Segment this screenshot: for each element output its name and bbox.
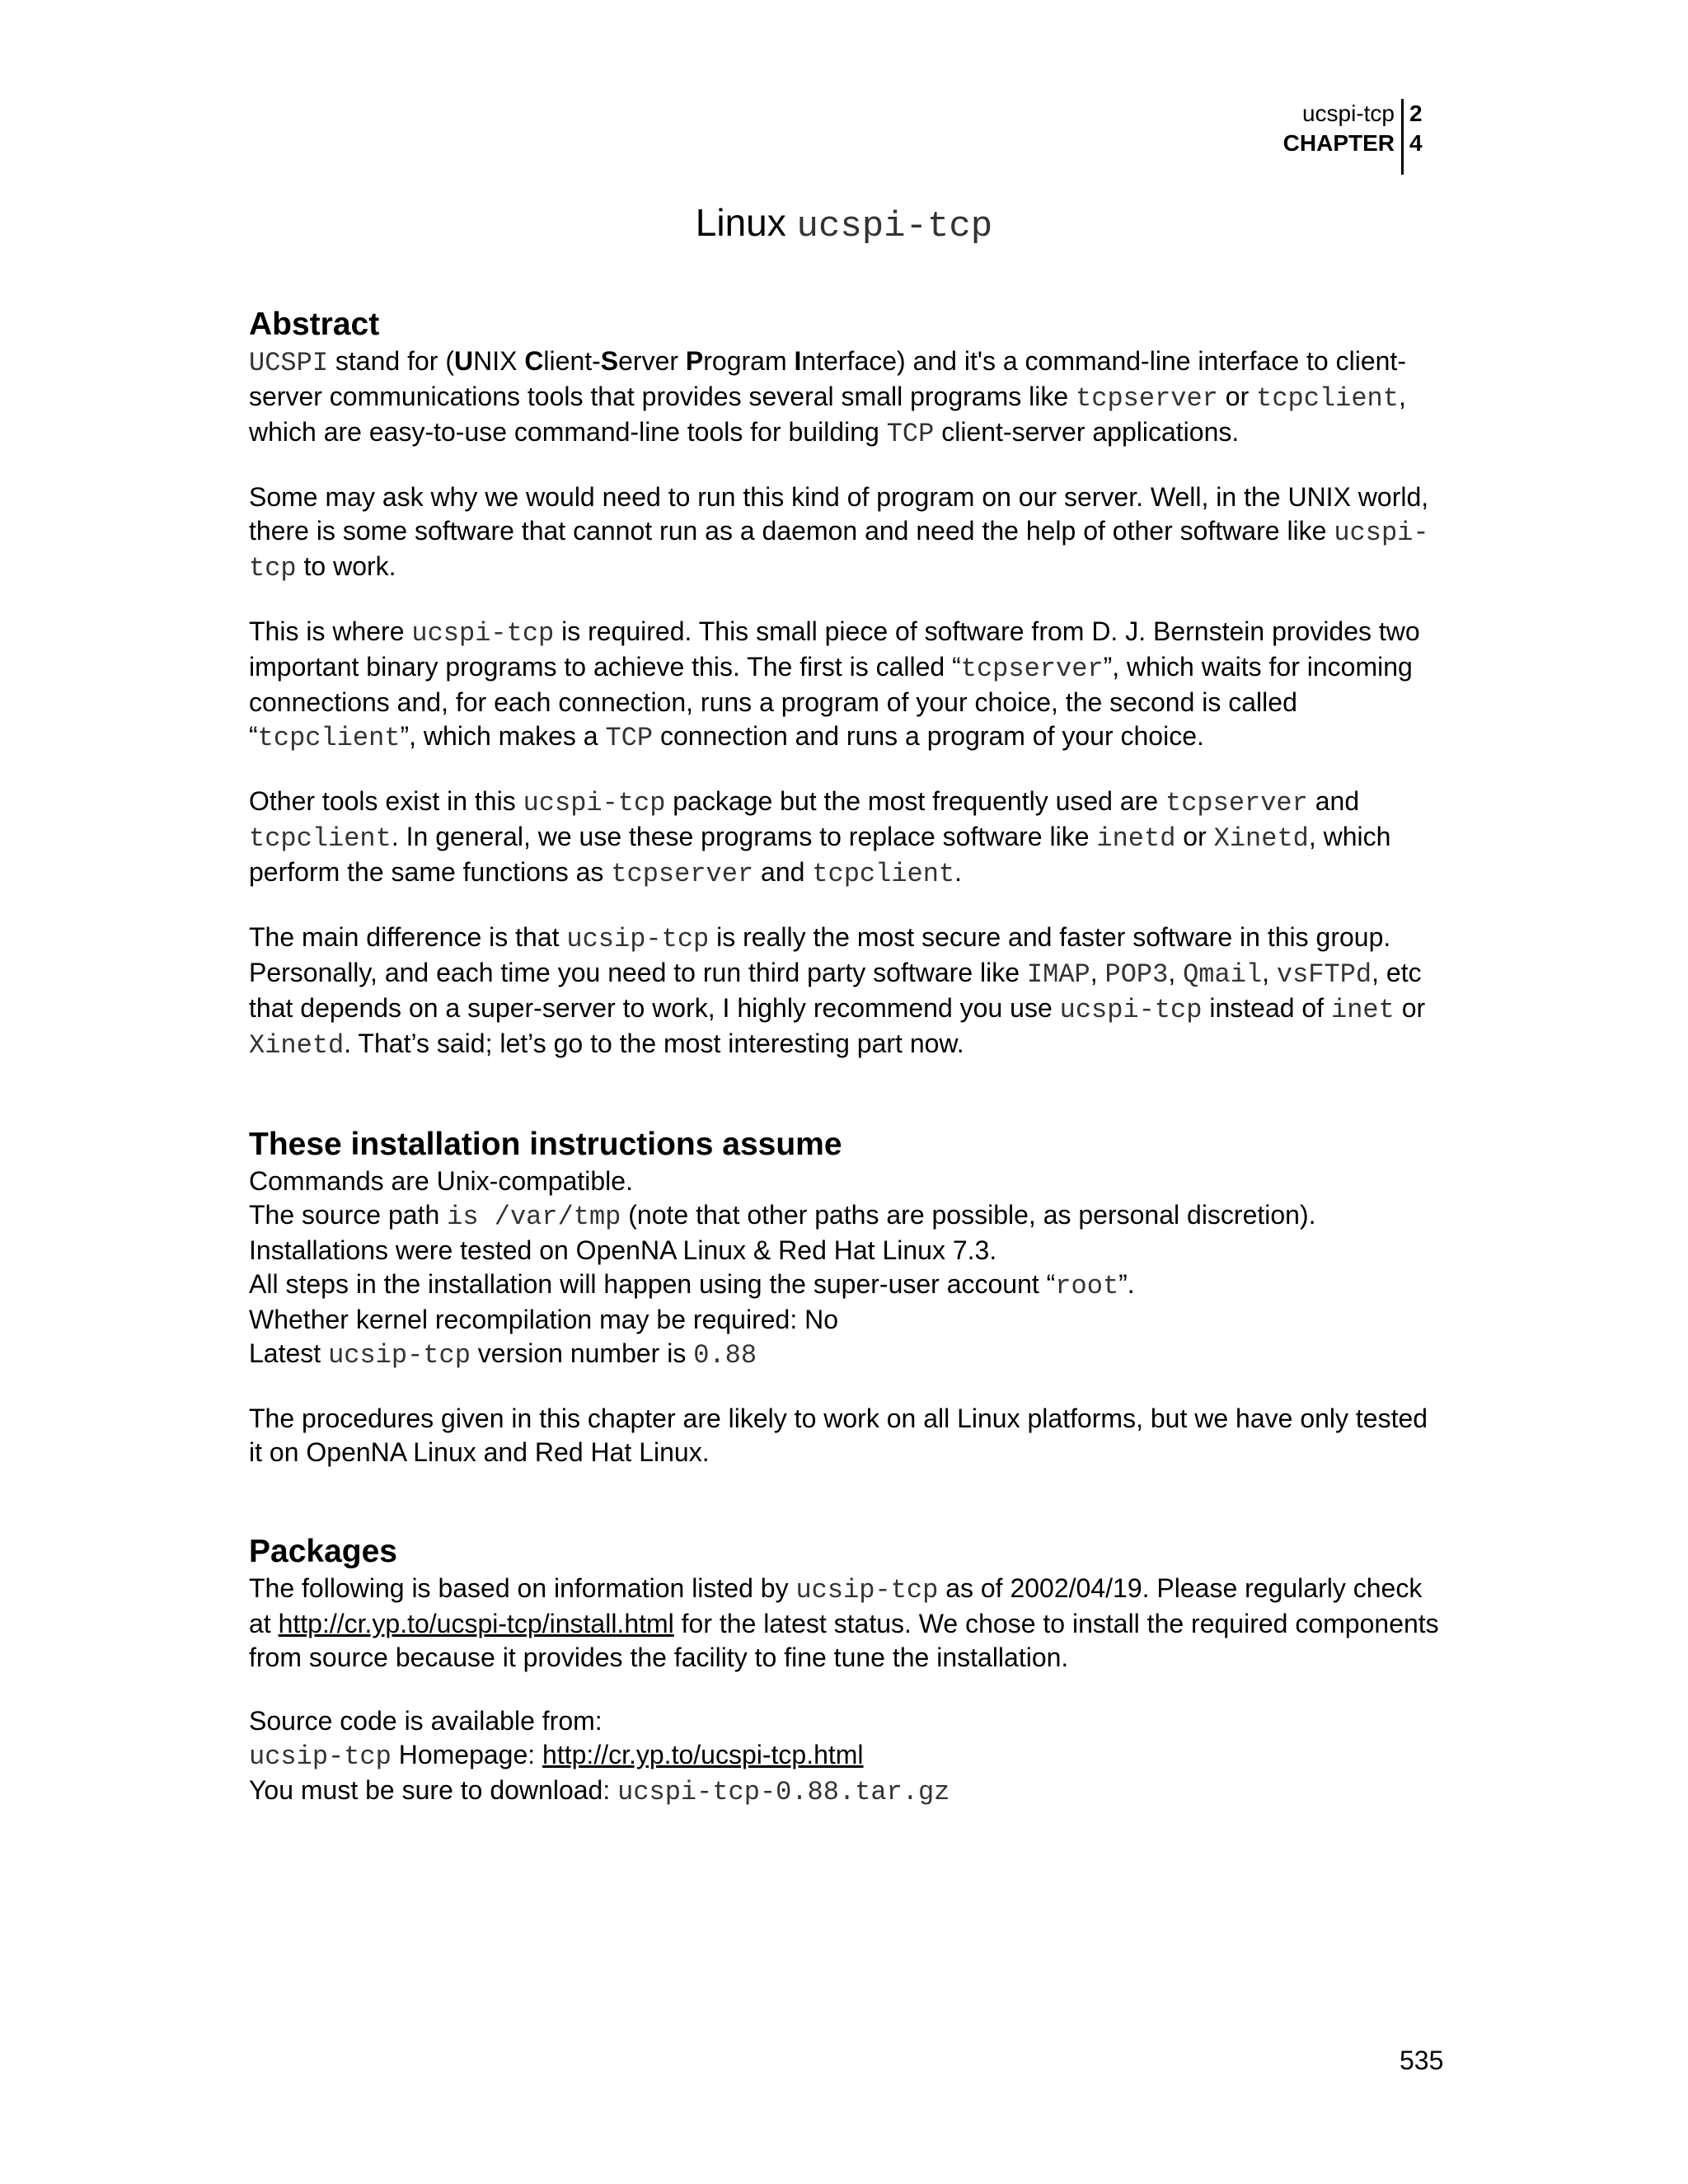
- text: The following is based on information listed by: [249, 1573, 796, 1603]
- assumption-line: Whether kernel recompilation may be required: No: [249, 1305, 838, 1334]
- assumptions-paragraph: The procedures given in this chapter are likely to work on all Linux platforms, but we have only tested it on OpenNA Linux and Red Hat Linux.: [249, 1404, 1428, 1467]
- code-text: TCP: [886, 419, 935, 449]
- code-text: inetd: [1096, 823, 1176, 854]
- code-text: root: [1055, 1271, 1119, 1301]
- packages-heading: Packages: [249, 1534, 397, 1569]
- page-number: 535: [1400, 2046, 1444, 2075]
- homepage-line: [249, 1738, 1441, 1774]
- text: The source path: [249, 1200, 448, 1230]
- header-divider: [1401, 99, 1404, 175]
- text: or: [1394, 993, 1426, 1023]
- code-text: 0.88: [693, 1340, 757, 1371]
- text: ”.: [1118, 1269, 1135, 1299]
- bold-letter: U: [453, 346, 474, 376]
- abstract-paragraph-4: [249, 785, 1441, 891]
- chapter-number: 4: [1409, 130, 1423, 156]
- bold-letter: S: [600, 346, 619, 376]
- text: , which are easy-to-use command-line tools for building: [249, 382, 1406, 447]
- assumption-line: [249, 1198, 1441, 1234]
- assumption-line: [249, 1268, 1441, 1303]
- title-prefix: Linux: [695, 201, 786, 244]
- text: nterface) and it's a command-line interface to client-server communications tools that provides several small programs like: [249, 346, 1406, 411]
- code-text: UCSPI: [249, 348, 329, 378]
- assumption-line: Commands are Unix-compatible.: [249, 1166, 633, 1196]
- text: client-server applications.: [934, 417, 1240, 447]
- abstract-paragraph-3: [249, 615, 1441, 755]
- code-text: tcpserver: [1076, 383, 1218, 414]
- text: The main difference is that: [249, 922, 567, 952]
- text: (note that other paths are possible, as personal discretion).: [621, 1200, 1316, 1230]
- code-text: is /var/tmp: [447, 1202, 621, 1232]
- text: or: [1217, 382, 1257, 411]
- text: and: [1307, 786, 1360, 816]
- code-text: ucsip-tcp: [249, 1741, 392, 1772]
- code-text: ucspi-tcp: [1059, 995, 1203, 1025]
- text: and: [753, 857, 813, 887]
- text: erver: [618, 346, 686, 376]
- text: ”, which waits for incoming connections and, for each connection, runs a program of your choice, the second is called “: [249, 652, 1413, 751]
- title-code: ucspi-tcp: [796, 206, 993, 247]
- abstract-paragraph-2: [249, 480, 1441, 585]
- chapter-label: CHAPTER: [1282, 130, 1395, 156]
- code-text: tcpclient: [1256, 383, 1399, 414]
- text: for the latest status. We chose to install the required components from source because it provides the facility to fine tune the installation.: [249, 1609, 1439, 1672]
- text: or: [1175, 822, 1214, 851]
- code-text: ucsip-tcp: [566, 924, 710, 954]
- text: lient-: [543, 346, 601, 376]
- code-text: ucspi-tcp-0.88.tar.gz: [617, 1777, 950, 1807]
- packages-paragraph: [249, 1572, 1441, 1675]
- assumptions-heading: These installation instructions assume: [249, 1127, 842, 1162]
- text: ,: [1168, 958, 1184, 987]
- text: Other tools exist in this: [249, 786, 523, 816]
- text: ,: [1262, 958, 1277, 987]
- source-line: Source code is available from:: [249, 1706, 603, 1736]
- bold-letter: I: [794, 346, 802, 376]
- text: is required. This small piece of software from D. J. Bernstein provides two important binary programs to achieve this. The first is called “: [249, 616, 1420, 682]
- code-text: tcpserver: [960, 654, 1104, 684]
- text: , which perform the same functions as: [249, 822, 1391, 887]
- text: . That’s said; let’s go to the most interesting part now.: [344, 1029, 964, 1058]
- code-text: ucsip-tcp: [795, 1575, 939, 1605]
- code-text: ucspi-tcp: [411, 618, 555, 649]
- abstract-paragraph-1: [249, 344, 1441, 451]
- text: , etc that depends on a super-server to work, I highly recommend you use: [249, 958, 1422, 1023]
- text: Some may ask why we would need to run this kind of program on our server. Well, in the UNIX world, there is some software that cannot run as a daemon and need the help of other software like: [249, 482, 1429, 546]
- abstract-paragraph-5: [249, 921, 1441, 1062]
- text: rogram: [703, 346, 795, 376]
- running-title: ucspi-tcp: [1301, 101, 1395, 126]
- text: Latest: [249, 1338, 329, 1368]
- running-header: [1236, 99, 1434, 175]
- code-text: vsFTPd: [1276, 959, 1372, 990]
- code-text: POP3: [1104, 959, 1169, 990]
- part-number: 2: [1409, 101, 1423, 126]
- assumption-line: [249, 1337, 1441, 1372]
- install-link[interactable]: http://cr.yp.to/ucspi-tcp/install.html: [278, 1609, 674, 1638]
- code-text: ucspi-tcp: [249, 518, 1429, 583]
- text: version number is: [470, 1338, 694, 1368]
- code-text: IMAP: [1026, 959, 1090, 990]
- code-text: tcpclient: [812, 859, 955, 889]
- text: NIX: [473, 346, 525, 376]
- abstract-heading: Abstract: [249, 307, 380, 342]
- text: connection and runs a program of your choice.: [653, 721, 1204, 751]
- bold-letter: C: [524, 346, 544, 376]
- code-text: tcpclient: [249, 823, 392, 854]
- download-line: [249, 1774, 1441, 1809]
- text: ,: [1090, 958, 1105, 987]
- text: package but the most frequently used are: [665, 786, 1165, 816]
- code-text: Qmail: [1183, 959, 1263, 990]
- code-text: inet: [1331, 995, 1395, 1025]
- text: ”, which makes a: [400, 721, 606, 751]
- code-text: tcpclient: [257, 723, 401, 753]
- text: to work.: [296, 551, 396, 581]
- document-body: [249, 305, 1441, 1809]
- text: This is where: [249, 616, 412, 646]
- text: as of 2002/04/19. Please regularly check at: [249, 1573, 1423, 1638]
- code-text: ucsip-tcp: [328, 1340, 471, 1371]
- source-info: [249, 1704, 1441, 1809]
- text: is really the most secure and faster software in this group. Personally, and each time you need to run third party software like: [249, 922, 1391, 987]
- text: . In general, we use these programs to replace software like: [391, 822, 1097, 851]
- text: You must be sure to download:: [249, 1775, 618, 1805]
- text: instead of: [1202, 993, 1331, 1023]
- code-text: TCP: [605, 723, 654, 753]
- bold-letter: P: [685, 346, 704, 376]
- text: stand for (: [328, 346, 454, 376]
- text: Homepage:: [391, 1740, 543, 1769]
- code-text: ucspi-tcp: [523, 788, 666, 818]
- assumption-line: Installations were tested on OpenNA Linux & Red Hat Linux 7.3.: [249, 1235, 997, 1265]
- code-text: Xinetd: [1213, 823, 1309, 854]
- assumptions-list: [249, 1165, 1441, 1372]
- text: All steps in the installation will happen using the super-user account “: [249, 1269, 1056, 1299]
- code-text: Xinetd: [249, 1030, 345, 1061]
- page-title: [0, 198, 1688, 251]
- homepage-link[interactable]: http://cr.yp.to/ucspi-tcp.html: [542, 1740, 864, 1769]
- code-text: tcpserver: [611, 859, 754, 889]
- text: .: [954, 857, 963, 887]
- code-text: tcpserver: [1165, 788, 1308, 818]
